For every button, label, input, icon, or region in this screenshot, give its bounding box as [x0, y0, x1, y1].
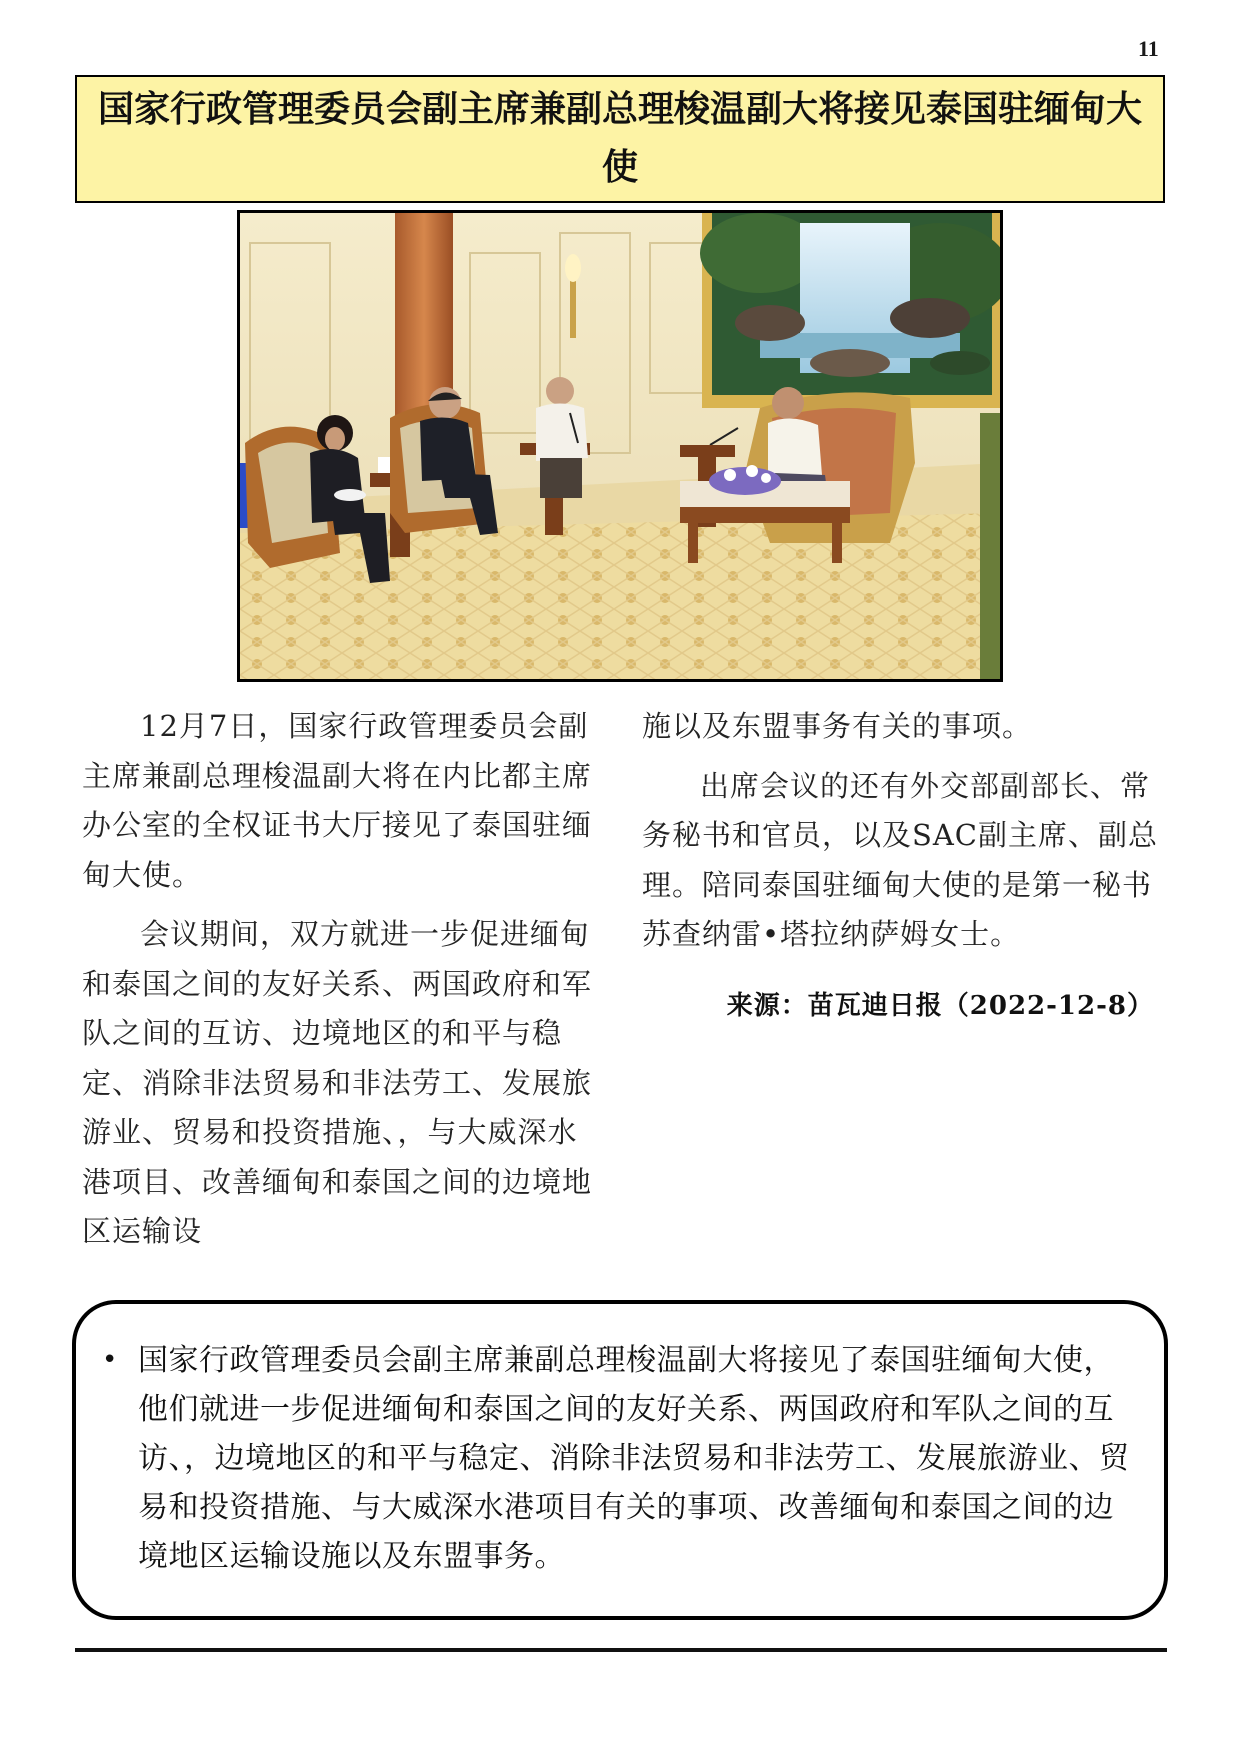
article-left-column: [82, 702, 602, 1267]
article-paragraph-3: 出席会议的还有外交部副部长、常务秘书和官员，以及SAC副主席、副总理。陪同泰国驻缅甸大使的是第一秘书苏查纳雷•塔拉纳萨姆女士。: [642, 768, 1158, 951]
article-paragraph-2-continuation: 施以及东盟事务有关的事项。: [642, 709, 1033, 743]
article-paragraph-1: 12月7日，国家行政管理委员会副主席兼副总理梭温副大将在内比都主席办公室的全权证书大厅接见了泰国驻缅甸大使。: [82, 709, 593, 892]
summary-box: [72, 1300, 1168, 1620]
article-paragraph-2: 会议期间，双方就进一步促进缅甸和泰国之间的友好关系、两国政府和军队之间的互访、边境地区的和平与稳定、消除非法贸易和非法劳工、发展旅游业、贸易和投资措施、，与大威深水港项目、改善缅甸和泰国之间的边境地区运输设: [82, 917, 593, 1248]
bottom-divider: [75, 1648, 1167, 1652]
bullet-icon: •: [102, 1345, 118, 1375]
article-right-column: [642, 702, 1162, 1031]
meeting-photo: [237, 210, 1003, 682]
summary-text: 国家行政管理委员会副主席兼副总理梭温副大将接见了泰国驻缅甸大使，他们就进一步促进缅甸和泰国之间的友好关系、两国政府和军队之间的互访、，边境地区的和平与稳定、消除非法贸易和非法劳工、发展旅游业、贸易和投资措施、与大威深水港项目有关的事项、改善缅甸和泰国之间的边境地区运输设施以及东盟事务。: [138, 1343, 1130, 1574]
headline-box: [75, 75, 1165, 203]
headline: 国家行政管理委员会副主席兼副总理梭温副大将接见泰国驻缅甸大使: [97, 89, 1142, 188]
summary-item: [102, 1336, 1134, 1581]
article-source: 来源：苗瓦迪日报（2022-12-8）: [726, 990, 1154, 1021]
page-number: 11: [1138, 36, 1159, 61]
summary-list: [102, 1336, 1134, 1581]
meeting-room-illustration: [240, 213, 1000, 679]
